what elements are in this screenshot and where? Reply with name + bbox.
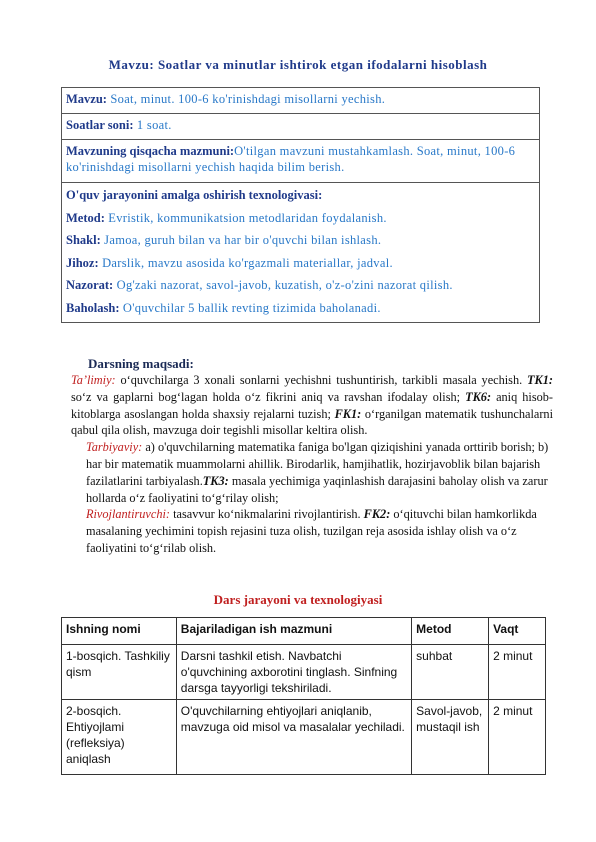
- stage-cell: 2-bosqich. Ehtiyojlami (refleksiya) aniqlash: [62, 700, 177, 775]
- page-title: Mavzu: Soatlar va minutlar ishtirok etgan ifodalarni hisoblash: [108, 57, 488, 72]
- lesson-info-table: [61, 87, 540, 323]
- process-table: [61, 617, 546, 775]
- educational-text-3: aniq hisob-kitoblarga asoslangan holda shaxsiy rejalarni tuzish;: [71, 389, 553, 421]
- column-header-time: Vaqt: [489, 618, 546, 645]
- info-row-summary: [62, 140, 540, 183]
- topic-value: Soat, minut. 100-6 ko'rinishdagi misollarni yechish.: [106, 92, 386, 106]
- developmental-goal: [71, 506, 553, 556]
- equipment-value: Darslik, mavzu asosida ko'rgazmali materiallar, jadval.: [98, 255, 393, 270]
- method-value: Evristik, kommunikatsion metodlaridan foydalanish.: [104, 210, 387, 225]
- developmental-text-2: o‘qituvchi bilan hamkorlikda masalaning yechimini topish rejasini tuza olish, tuzilgan reja asosida ishlay olish va o‘z faoliyatini to‘g‘rilab olish.: [86, 507, 537, 555]
- time-cell: 2 minut: [489, 700, 546, 775]
- info-row-topic: [62, 88, 540, 114]
- fk2-tag: FK2:: [363, 507, 391, 522]
- tk3-tag: TK3:: [202, 473, 229, 488]
- time-cell: 2 minut: [489, 645, 546, 700]
- upbringing-label: Tarbiyaviy:: [86, 440, 143, 455]
- summary-label: Mavzuning qisqacha mazmuni:: [66, 144, 235, 158]
- topic-label: Mavzu:: [66, 92, 107, 106]
- process-heading: Dars jarayoni va texnologiyasi: [213, 592, 383, 607]
- equipment-label: Jihoz:: [66, 255, 99, 270]
- educational-label: Ta’limiy:: [71, 373, 116, 387]
- control-label: Nazorat:: [66, 278, 114, 292]
- process-header-row: [62, 618, 546, 645]
- column-header-method: Metod: [412, 618, 489, 645]
- educational-text-1: o‘quvchilarga 3 xonali sonlarni yechishni tushuntirish, tarkibli masala yechish.: [115, 373, 528, 387]
- table-row: [62, 700, 546, 775]
- tk1-tag: TK1:: [527, 373, 553, 387]
- info-row-technology: [62, 183, 540, 323]
- educational-goal: [71, 372, 553, 439]
- educational-text-2: so‘z va gaplarni bog‘lagan holda o‘z fikrini aniq va ravshan ifodalay olish;: [71, 389, 466, 404]
- summary-value: O'tilgan mavzuni mustahkamlash. Soat, minut, 100-6 ko'rinishdagi misollarni yechish haqida bilim berish.: [66, 144, 516, 174]
- goals-section: [71, 372, 553, 557]
- control-value: Og'zaki nazorat, savol-javob, kuzatish, o'z-o'zini nazorat qilish.: [113, 278, 453, 292]
- method-cell: Savol-javob, mustaqil ish: [412, 700, 489, 775]
- hours-value: 1 soat.: [133, 118, 172, 132]
- assessment-label: Baholash:: [66, 300, 120, 315]
- tk6-tag: TK6:: [465, 389, 492, 404]
- column-header-content: Bajariladigan ish mazmuni: [176, 618, 411, 645]
- stage-cell: 1-bosqich. Tashkiliy qism: [62, 645, 177, 700]
- upbringing-text-2: masala yechimiga yaqinlashish darajasini baholay olish va zarur hollarda o‘z faoliyatini to‘g‘rilay olish;: [86, 473, 548, 505]
- goals-heading: Darsning maqsadi:: [88, 356, 194, 371]
- content-cell: O'quvchilarning ehtiyojlari aniqlanib, mavzuga oid misol va masalalar yechiladi.: [176, 700, 411, 775]
- hours-label: Soatlar soni:: [66, 118, 134, 132]
- method-label: Metod:: [66, 210, 105, 225]
- content-cell: Darsni tashkil etish. Navbatchi o'quvchining axborotini tinglash. Sinfning darsga tayyorligi tekshiriladi.: [176, 645, 411, 700]
- assessment-value: O'quvchilar 5 ballik revting tizimida baholanadi.: [119, 300, 381, 315]
- educational-text-4: o‘rganilgan matematik tushunchalarni qabul qila olish, mavzuga doir tegishli misollar keltira olish.: [71, 406, 553, 438]
- developmental-text-1: tasavvur ko‘nikmalarini rivojlantirish.: [170, 507, 364, 522]
- method-cell: suhbat: [412, 645, 489, 700]
- fk1-tag: FK1:: [334, 406, 362, 421]
- upbringing-text-1: a) o'quvchilarning matematika faniga bo'lgan qiziqishini yanada orttirib borish; b) har bir matematik muammolarni ahillik. Birodarlik, hamjihatlik, hozirjavoblik bilan bajarish fazilatlarini tarbiyalash.: [86, 440, 549, 488]
- info-row-hours: [62, 114, 540, 140]
- upbringing-goal: [71, 439, 553, 506]
- table-row: [62, 645, 546, 700]
- technology-title: O'quv jarayonini amalga oshirish texnologivasi:: [66, 188, 323, 202]
- column-header-stage: Ishning nomi: [62, 618, 177, 645]
- developmental-label: Rivojlantiruvchi:: [86, 507, 171, 522]
- form-value: Jamoa, guruh bilan va har bir o'quvchi bilan ishlash.: [100, 233, 382, 247]
- form-label: Shakl:: [66, 233, 101, 247]
